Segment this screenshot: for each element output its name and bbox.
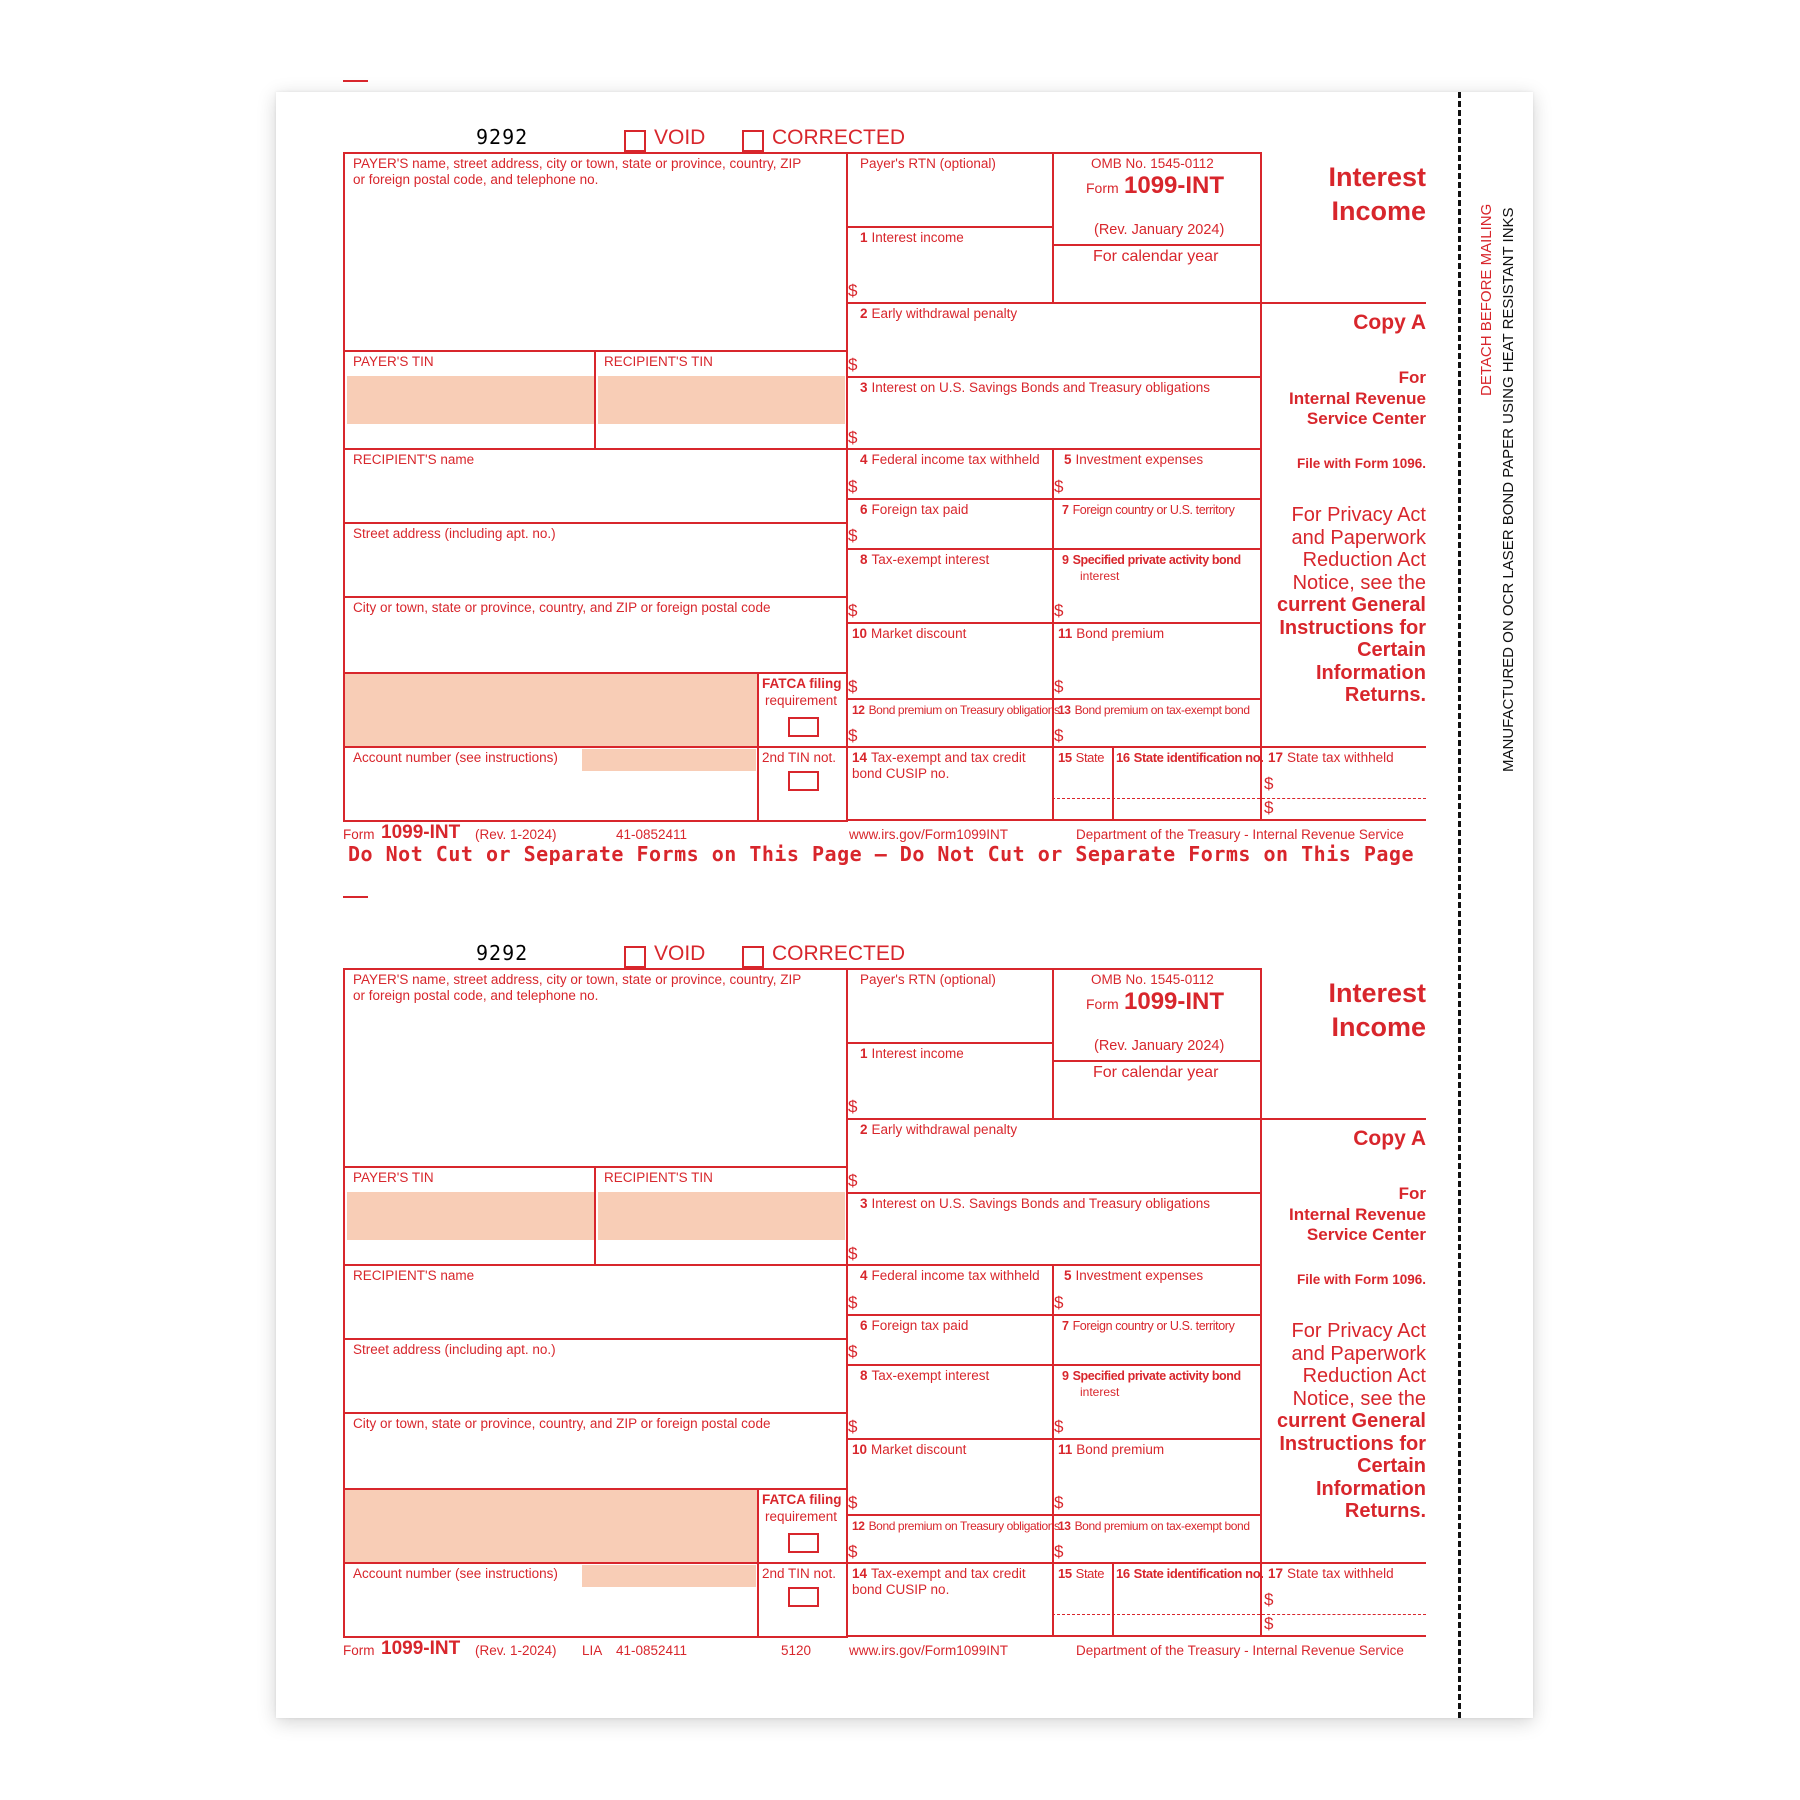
payer-rtn-label: Payer's RTN (optional) <box>860 156 996 171</box>
box-label-text: Bond premium on tax-exempt bond <box>1074 703 1250 717</box>
box-8-label <box>860 1368 989 1384</box>
dollar-sign: $ <box>848 1542 858 1561</box>
rule-fatca-top <box>343 1488 848 1490</box>
recipient-tin-label: RECIPIENT'S TIN <box>604 1170 713 1185</box>
box-11-label <box>1058 626 1164 642</box>
dollar-sign: $ <box>1054 726 1064 745</box>
box-label-text: State identification no. <box>1133 1566 1264 1581</box>
account-label: Account number (see instructions) <box>353 1566 558 1581</box>
file-with-label: File with Form 1096. <box>1296 1272 1426 1287</box>
dashed-rule <box>1262 798 1426 799</box>
box-label-text: Investment expenses <box>1075 452 1204 467</box>
box-number: 3 <box>860 380 868 395</box>
void-checkbox[interactable] <box>624 130 646 152</box>
dollar-sign: $ <box>848 1342 858 1361</box>
box-16-label <box>1116 1566 1263 1582</box>
privacy-line: Notice, see the <box>1292 1387 1426 1410</box>
omb-number: OMB No. 1545-0112 <box>1091 972 1214 987</box>
box-label-text: Early withdrawal penalty <box>871 306 1018 321</box>
for-irs-label: For Internal Revenue Service Center <box>1289 1184 1426 1244</box>
box-number: 4 <box>860 452 868 467</box>
omb-number: OMB No. 1545-0112 <box>1091 156 1214 171</box>
box-9-label <box>1062 552 1241 568</box>
rule-box12-top <box>846 698 1262 700</box>
box-3-label <box>860 380 1210 396</box>
box-9-label-2: interest <box>1080 569 1120 583</box>
fatca-left-shade <box>345 674 757 748</box>
dollar-sign: $ <box>848 677 858 696</box>
box-17-label <box>1268 750 1394 766</box>
box-6-label <box>860 502 968 518</box>
privacy-line-bold: current General <box>1277 1410 1426 1432</box>
box-label-text: Specified private activity bond <box>1072 553 1241 567</box>
rule-box2-top <box>846 302 1262 304</box>
margin-manufactured-text: MANUFACTURED ON OCR LASER BOND PAPER USING HEAT RESISTANT INKS <box>1500 207 1517 772</box>
box-15-label <box>1058 750 1104 766</box>
rule-box2-top <box>846 1118 1262 1120</box>
box-label-text: Early withdrawal penalty <box>871 1122 1018 1137</box>
form-title: Interest Income <box>1328 978 1426 1042</box>
fatca-label-2: requirement <box>765 693 838 708</box>
privacy-line-bold: Returns. <box>1344 684 1426 706</box>
form-copy-bottom <box>0 896 1800 1716</box>
margin-detach-text: DETACH BEFORE MAILING <box>1478 203 1495 396</box>
omb-left <box>1052 152 1054 302</box>
box-label-text: Tax-exempt and tax credit bond CUSIP no. <box>852 750 1026 781</box>
rule-h <box>343 896 368 898</box>
dollar-sign: $ <box>848 1493 858 1512</box>
form-title: Interest Income <box>1328 162 1426 226</box>
footer-cat-number: 41-0852411 <box>616 827 688 842</box>
box-15-label <box>1058 1566 1104 1582</box>
footer-form-name: 1099-INT <box>381 822 461 843</box>
form-name: 1099-INT <box>1124 988 1225 1015</box>
dollar-sign: $ <box>848 1293 858 1312</box>
second-tin-checkbox[interactable] <box>788 771 819 791</box>
footer-department: Department of the Treasury - Internal Revenue Service <box>1076 1643 1404 1658</box>
rule-box6-top <box>846 1314 1262 1316</box>
box-label-text: Tax-exempt interest <box>871 552 990 567</box>
box-1-label <box>860 230 964 246</box>
copy-label: Copy A <box>1353 1127 1426 1150</box>
box-label-text: Interest on U.S. Savings Bonds and Treasury obligations <box>871 380 1210 395</box>
dollar-sign: $ <box>1054 477 1064 496</box>
copy-divider <box>1260 1118 1426 1120</box>
dollar-sign: $ <box>1264 1590 1274 1609</box>
box-label-text: State <box>1075 1566 1105 1581</box>
copy-divider <box>1260 302 1426 304</box>
dollar-sign: $ <box>848 1244 858 1263</box>
rule-box1-top <box>846 226 1052 228</box>
dollar-sign: $ <box>848 526 858 545</box>
box-number: 5 <box>1064 452 1072 467</box>
omb-left <box>1052 968 1054 1118</box>
box-label-text: Foreign country or U.S. territory <box>1072 503 1235 517</box>
dollar-sign: $ <box>1054 1542 1064 1561</box>
box-label-text: Specified private activity bond <box>1072 1369 1241 1383</box>
footer-cat-number: 41-0852411 <box>616 1643 688 1658</box>
rule-state-split <box>1112 746 1114 820</box>
rule-box14-top <box>846 1562 1426 1564</box>
box-10-label <box>852 626 966 642</box>
box-5-label <box>1064 1268 1203 1284</box>
privacy-line-bold: current General <box>1277 594 1426 616</box>
payer-tin-label: PAYER'S TIN <box>353 1170 434 1185</box>
payer-rtn-label: Payer's RTN (optional) <box>860 972 996 987</box>
box-label-text: Bond premium on tax-exempt bond <box>1074 1519 1250 1533</box>
box-16-label <box>1116 750 1263 766</box>
box-7-label <box>1062 502 1234 518</box>
payer-tin-shade <box>347 376 594 424</box>
payer-tin-shade <box>347 1192 594 1240</box>
account-shade <box>582 749 756 771</box>
box-2-label <box>860 306 1017 322</box>
box-label-text: Federal income tax withheld <box>871 1268 1040 1283</box>
recipient-name-label: RECIPIENT'S name <box>353 1268 475 1283</box>
rule-fatca-split <box>757 672 759 820</box>
box-11-label <box>1058 1442 1164 1458</box>
privacy-line: and Paperwork <box>1291 1342 1426 1365</box>
frame-left <box>343 152 345 820</box>
rule-tin-split <box>594 1166 596 1264</box>
box-3-label <box>860 1196 1210 1212</box>
footer-url: www.irs.gov/Form1099INT <box>849 1643 1009 1658</box>
privacy-line-bold: Instructions for <box>1279 1432 1426 1455</box>
box-number: 14 <box>852 750 868 765</box>
footer-revision: (Rev. 1-2024) <box>475 827 557 842</box>
privacy-line-bold: Instructions for <box>1279 616 1426 639</box>
rule-rev <box>1052 1060 1260 1062</box>
dashed-rule <box>1262 1614 1426 1615</box>
dollar-sign: $ <box>1054 601 1064 620</box>
dollar-sign: $ <box>848 601 858 620</box>
box-label-text: State tax withheld <box>1287 750 1394 765</box>
box-label-text: Federal income tax withheld <box>871 452 1040 467</box>
privacy-line-bold: Certain <box>1357 639 1426 661</box>
account-label: Account number (see instructions) <box>353 750 558 765</box>
box-2-label <box>860 1122 1017 1138</box>
box-7-label <box>1062 1318 1234 1334</box>
rule-box3-top <box>846 1192 1262 1194</box>
box-number: 11 <box>1058 626 1073 641</box>
privacy-line: For Privacy Act <box>1291 504 1426 526</box>
box-number: 13 <box>1058 703 1071 717</box>
footer-revision: (Rev. 1-2024) <box>475 1643 557 1658</box>
privacy-line-bold: Information <box>1316 1477 1426 1500</box>
dollar-sign: $ <box>848 1171 858 1190</box>
rule-name-top <box>343 1264 848 1266</box>
box-label-text: Foreign tax paid <box>871 1318 969 1333</box>
for-irs-label: For Internal Revenue Service Center <box>1289 368 1426 428</box>
privacy-line: Reduction Act <box>1302 1365 1426 1387</box>
box-label-text: State tax withheld <box>1287 1566 1394 1581</box>
box-number: 15 <box>1058 750 1072 765</box>
void-label: VOID <box>654 126 706 149</box>
dollar-sign: $ <box>1264 774 1274 793</box>
corrected-checkbox[interactable] <box>742 946 764 968</box>
do-not-cut-banner: Do Not Cut or Separate Forms on This Page — Do Not Cut or Separate Forms on This Page <box>348 842 1414 866</box>
rule-box4-top <box>846 1264 1262 1266</box>
footer-code: 5120 <box>781 1643 812 1658</box>
rule-box3-top <box>846 376 1262 378</box>
box-label-text: Tax-exempt interest <box>871 1368 990 1383</box>
rule-box8-top <box>846 1364 1262 1366</box>
dollar-sign: $ <box>848 1097 858 1116</box>
box-6-label <box>860 1318 968 1334</box>
fatca-label: FATCA filing <box>762 1492 842 1507</box>
form-copy-top <box>0 80 1800 900</box>
box-label-text: Bond premium on Treasury obligations <box>868 1519 1060 1533</box>
box-label-text: Bond premium <box>1076 1442 1165 1457</box>
box-number: 8 <box>860 1368 868 1383</box>
box-number: 6 <box>860 502 868 517</box>
box-number: 7 <box>1062 1319 1069 1333</box>
privacy-line: Reduction Act <box>1302 549 1426 571</box>
privacy-line: and Paperwork <box>1291 526 1426 549</box>
box-label-text: State <box>1075 750 1105 765</box>
rule-name-top <box>343 448 848 450</box>
box-label-text: Tax-exempt and tax credit bond CUSIP no. <box>852 1566 1026 1597</box>
box-label-text: Interest income <box>871 1046 964 1061</box>
box-number: 6 <box>860 1318 868 1333</box>
privacy-line: Notice, see the <box>1292 571 1426 594</box>
box-number: 14 <box>852 1566 868 1581</box>
box-number: 1 <box>860 230 868 245</box>
box-label-text: Interest on U.S. Savings Bonds and Treasury obligations <box>871 1196 1210 1211</box>
dollar-sign: $ <box>848 428 858 447</box>
frame-top <box>343 968 1262 970</box>
box-number: 3 <box>860 1196 868 1211</box>
frame-top <box>343 152 1262 154</box>
form-revision: (Rev. January 2024) <box>1094 222 1225 238</box>
rule-account-top <box>343 1562 848 1564</box>
box-number: 17 <box>1268 750 1284 765</box>
rule-street-top <box>343 522 848 524</box>
dollar-sign: $ <box>848 1417 858 1436</box>
box-number: 2 <box>860 306 868 321</box>
box-number: 9 <box>1062 553 1069 567</box>
rule-fatca-split <box>757 1488 759 1636</box>
payer-name-label: PAYER'S name, street address, city or town, state or province, country, ZIP or foreign postal code, and telephone no. <box>353 156 802 187</box>
account-shade <box>582 1565 756 1587</box>
footer-form-name: 1099-INT <box>381 1638 461 1659</box>
box-number: 7 <box>1062 503 1069 517</box>
privacy-notice <box>1262 1320 1426 1523</box>
dollar-sign: $ <box>1054 1293 1064 1312</box>
box-4-label <box>860 452 1040 468</box>
second-tin-label: 2nd TIN not. <box>762 750 837 765</box>
rule-tin-split <box>594 350 596 448</box>
city-label: City or town, state or province, country, and ZIP or foreign postal code <box>353 600 771 615</box>
form-word: Form <box>1086 996 1119 1012</box>
box-number: 17 <box>1268 1566 1284 1581</box>
form-name: 1099-INT <box>1124 172 1225 199</box>
rule-rev <box>1052 244 1260 246</box>
box-label-text: State identification no. <box>1133 750 1264 765</box>
recipient-tin-shade <box>598 1192 845 1240</box>
dashed-rule <box>1052 1614 1260 1615</box>
box-number: 15 <box>1058 1566 1072 1581</box>
privacy-line: For Privacy Act <box>1291 1320 1426 1342</box>
box-label-text: Market discount <box>871 1442 967 1457</box>
footer-department: Department of the Treasury - Internal Revenue Service <box>1076 827 1404 842</box>
street-label: Street address (including apt. no.) <box>353 526 556 541</box>
box-8-label <box>860 552 989 568</box>
corrected-checkbox[interactable] <box>742 130 764 152</box>
box-13-label <box>1058 1518 1250 1534</box>
dollar-sign: $ <box>848 355 858 374</box>
box-12-label <box>852 702 1060 718</box>
fatca-label-2: requirement <box>765 1509 838 1524</box>
box-number: 10 <box>852 1442 868 1457</box>
frame-bottom-right <box>848 1635 1426 1637</box>
dollar-sign: $ <box>1264 1614 1274 1633</box>
rule-fatca-top <box>343 672 848 674</box>
rule-box4-top <box>846 448 1262 450</box>
payer-name-label: PAYER'S name, street address, city or town, state or province, country, ZIP or foreign postal code, and telephone no. <box>353 972 802 1003</box>
rule-account-top <box>343 746 848 748</box>
box-5-label <box>1064 452 1203 468</box>
box-number: 12 <box>852 1519 865 1533</box>
privacy-line-bold: Certain <box>1357 1455 1426 1477</box>
box-4-label <box>860 1268 1040 1284</box>
rule-street-top <box>343 1338 848 1340</box>
copy-label: Copy A <box>1353 311 1426 334</box>
rule-box8-top <box>846 548 1262 550</box>
frame-bottom-right <box>848 819 1426 821</box>
box-number: 16 <box>1116 750 1130 765</box>
box-number: 10 <box>852 626 868 641</box>
rule-box14-top <box>846 746 1426 748</box>
dashed-rule <box>1052 798 1260 799</box>
void-label: VOID <box>654 942 706 965</box>
box-number: 13 <box>1058 1519 1071 1533</box>
dollar-sign: $ <box>848 477 858 496</box>
box-number: 16 <box>1116 1566 1130 1581</box>
box-number: 12 <box>852 703 865 717</box>
privacy-line-bold: Returns. <box>1344 1500 1426 1522</box>
rule-city-top <box>343 1412 848 1414</box>
recipient-tin-shade <box>598 376 845 424</box>
control-number: 9292 <box>476 125 529 149</box>
box-13-label <box>1058 702 1250 718</box>
second-tin-checkbox[interactable] <box>788 1587 819 1607</box>
box-number: 1 <box>860 1046 868 1061</box>
rule-box6-top <box>846 498 1262 500</box>
box-10-label <box>852 1442 966 1458</box>
rule-state-split <box>1112 1562 1114 1636</box>
box-12-label <box>852 1518 1060 1534</box>
corrected-label: CORRECTED <box>772 942 906 965</box>
dollar-sign: $ <box>848 726 858 745</box>
privacy-notice <box>1262 504 1426 707</box>
box-17-label <box>1268 1566 1394 1582</box>
privacy-line-bold: Information <box>1316 661 1426 684</box>
box-label-text: Bond premium <box>1076 626 1165 641</box>
form-word: Form <box>1086 180 1119 196</box>
box-number: 5 <box>1064 1268 1072 1283</box>
fatca-label: FATCA filing <box>762 676 842 691</box>
void-checkbox[interactable] <box>624 946 646 968</box>
fatca-checkbox[interactable] <box>788 1533 819 1553</box>
rule-h <box>343 80 368 82</box>
box-number: 4 <box>860 1268 868 1283</box>
box-number: 2 <box>860 1122 868 1137</box>
box-9-label <box>1062 1368 1241 1384</box>
rule-city-top <box>343 596 848 598</box>
box-label-text: Investment expenses <box>1075 1268 1204 1283</box>
dollar-sign: $ <box>1054 1493 1064 1512</box>
box-14-label <box>852 1566 1026 1598</box>
box-label-text: Interest income <box>871 230 964 245</box>
recipient-name-label: RECIPIENT'S name <box>353 452 475 467</box>
rule-box10-top <box>846 622 1262 624</box>
calendar-year: For calendar year <box>1093 248 1219 265</box>
frame-left <box>343 968 345 1636</box>
fatca-checkbox[interactable] <box>788 717 819 737</box>
rule-mid-split <box>1052 448 1054 820</box>
fatca-left-shade <box>345 1490 757 1564</box>
box-9-label-2: interest <box>1080 1385 1120 1399</box>
footer-url: www.irs.gov/Form1099INT <box>849 827 1009 842</box>
footer-form-word: Form <box>343 827 375 842</box>
dollar-sign: $ <box>1054 677 1064 696</box>
rule-box12-top <box>846 1514 1262 1516</box>
dollar-sign: $ <box>1264 798 1274 817</box>
payer-tin-label: PAYER'S TIN <box>353 354 434 369</box>
dollar-sign: $ <box>1054 1417 1064 1436</box>
box-number: 11 <box>1058 1442 1073 1457</box>
dollar-sign: $ <box>848 281 858 300</box>
rule-box10-top <box>846 1438 1262 1440</box>
rule-box1-top <box>846 1042 1052 1044</box>
rule-mid-split <box>1052 1264 1054 1636</box>
box-14-label <box>852 750 1026 782</box>
file-with-label: File with Form 1096. <box>1296 456 1426 471</box>
calendar-year: For calendar year <box>1093 1064 1219 1081</box>
box-1-label <box>860 1046 964 1062</box>
box-number: 8 <box>860 552 868 567</box>
city-label: City or town, state or province, country, and ZIP or foreign postal code <box>353 1416 771 1431</box>
control-number: 9292 <box>476 941 529 965</box>
street-label: Street address (including apt. no.) <box>353 1342 556 1357</box>
box-label-text: Foreign tax paid <box>871 502 969 517</box>
box-label-text: Bond premium on Treasury obligations <box>868 703 1060 717</box>
box-label-text: Foreign country or U.S. territory <box>1072 1319 1235 1333</box>
box-label-text: Market discount <box>871 626 967 641</box>
recipient-tin-label: RECIPIENT'S TIN <box>604 354 713 369</box>
second-tin-label: 2nd TIN not. <box>762 1566 837 1581</box>
corrected-label: CORRECTED <box>772 126 906 149</box>
footer-form-word: Form <box>343 1643 375 1658</box>
box-number: 9 <box>1062 1369 1069 1383</box>
footer-lia: LIA <box>582 1643 603 1658</box>
form-revision: (Rev. January 2024) <box>1094 1038 1225 1054</box>
